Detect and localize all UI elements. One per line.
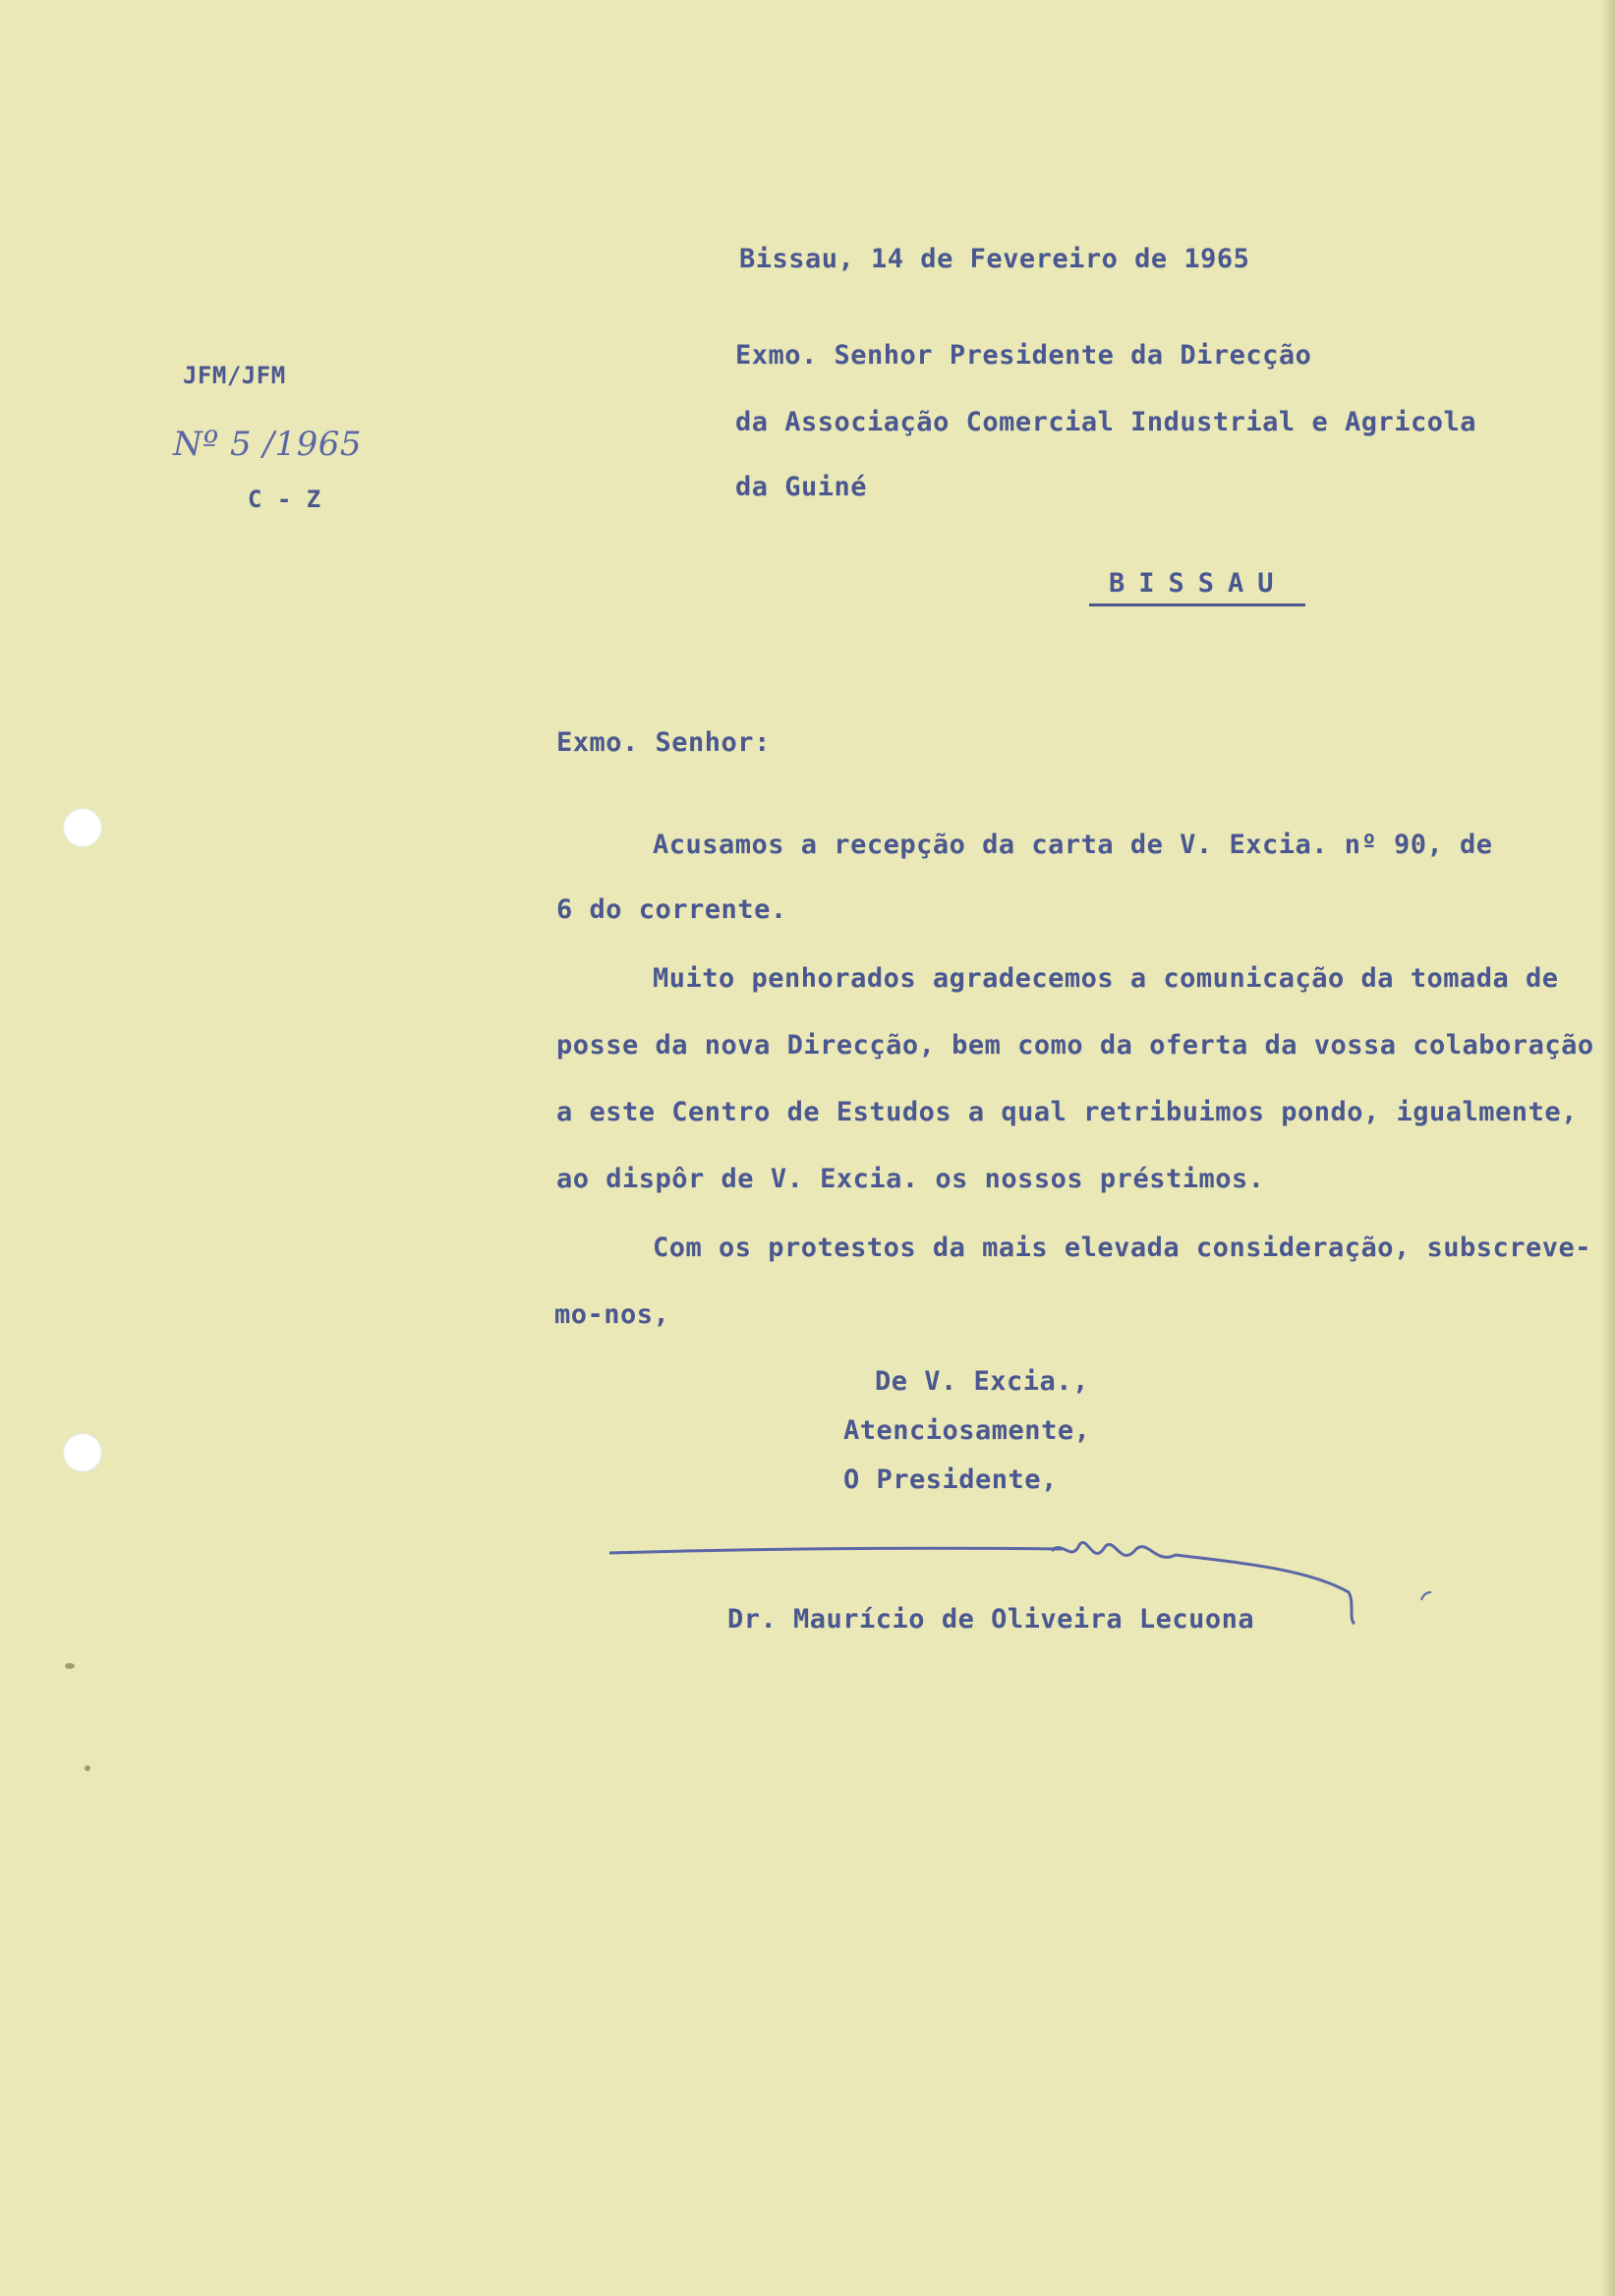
paragraph-1-line-2: 6 do corrente. [556, 894, 787, 925]
paragraph-3-line-2: mo-nos, [554, 1299, 670, 1330]
addressee-line-3: da Guiné [735, 472, 868, 502]
paper-spot [65, 1663, 75, 1669]
punch-hole-bottom [63, 1433, 102, 1472]
paragraph-2-line-3: a este Centro de Estudos a qual retribuimos pondo, igualmente, [556, 1097, 1578, 1127]
paragraph-1-line-1: Acusamos a recepção da carta de V. Excia. nº 90, de [653, 830, 1493, 860]
reference-number-handwritten: Nº 5 /1965 [173, 425, 362, 464]
paragraph-2-line-1: Muito penhorados agradecemos a comunicação da tomada de [653, 963, 1559, 994]
addressee-line-1: Exmo. Senhor Presidente da Direcção [735, 340, 1312, 371]
closing-line-1: De V. Excia., [875, 1366, 1089, 1397]
paragraph-3-line-1: Com os protestos da mais elevada consideração, subscreve- [653, 1233, 1592, 1263]
salutation: Exmo. Senhor: [556, 727, 771, 758]
city-underline [1089, 603, 1305, 606]
place-date: Bissau, 14 de Fevereiro de 1965 [739, 244, 1250, 274]
reference-code: C - Z [248, 486, 321, 513]
page-edge-shadow [1601, 0, 1615, 2296]
addressee-line-2: da Associação Comercial Industrial e Agricola [735, 407, 1476, 437]
paragraph-2-line-4: ao dispôr de V. Excia. os nossos préstimos. [556, 1164, 1265, 1194]
closing-line-3: O Presidente, [843, 1464, 1058, 1495]
city-heading: BISSAU [1109, 568, 1288, 599]
reference-initials: JFM/JFM [183, 362, 286, 389]
closing-line-2: Atenciosamente, [843, 1415, 1091, 1446]
punch-hole-top [63, 808, 102, 847]
paragraph-2-line-2: posse da nova Direcção, bem como da oferta da vossa colaboração [556, 1030, 1594, 1061]
paper-spot [85, 1765, 90, 1771]
signatory-name: Dr. Maurício de Oliveira Lecuona [727, 1604, 1255, 1635]
